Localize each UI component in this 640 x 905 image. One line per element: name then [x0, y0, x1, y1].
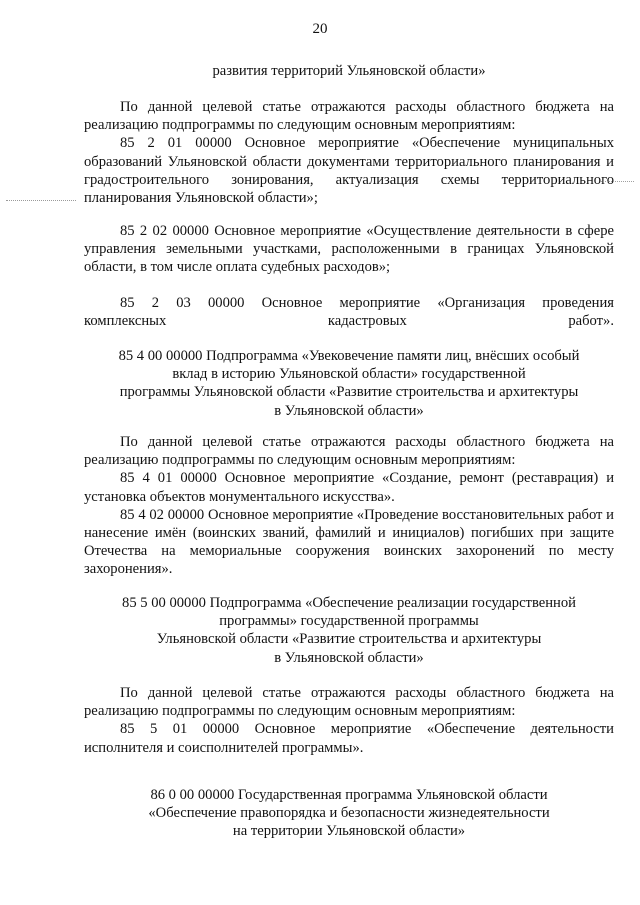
section-85-2-body: [84, 98, 614, 207]
header-tail: [84, 62, 614, 80]
subprogram-85-4-item-1: 85 4 01 00000 Основное мероприятие «Создание, ремонт (реставрация) и установка объектов монументального искусства».: [84, 470, 614, 505]
program-86-heading-line-2: «Обеспечение правопорядка и безопасности жизнедеятельности: [148, 805, 550, 822]
section-85-2-item-1: 85 2 01 00000 Основное мероприятие «Обеспечение муниципальных образований Ульяновской области документами территориального планирования и градостроительного зонирования, актуализация схемы территориального планирования Ульяновской области»;: [84, 135, 614, 207]
subprogram-85-4-heading-line-4: в Ульяновской области»: [274, 402, 424, 419]
subprogram-85-5-heading: [84, 594, 614, 667]
scan-artifact-left: [6, 200, 76, 201]
program-86-heading: [84, 786, 614, 841]
subprogram-85-5-intro: По данной целевой статье отражаются расходы областного бюджета на реализацию подпрограммы по следующим основным мероприятиям:: [84, 685, 614, 720]
section-85-2-item-2-block: [84, 222, 614, 277]
subprogram-85-4-heading-line-3: программы Ульяновской области «Развитие строительства и архитектуры: [119, 384, 579, 401]
program-86-heading-line-1: 86 0 00 00000 Государственная программа Ульяновской области: [150, 787, 548, 803]
subprogram-85-4-intro: По данной целевой статье отражаются расходы областного бюджета на реализацию подпрограммы по следующим основным мероприятиям:: [84, 434, 614, 469]
subprogram-85-5-body: [84, 684, 614, 757]
section-85-2-intro: По данной целевой статье отражаются расходы областного бюджета на реализацию подпрограммы по следующим основным мероприятиям:: [84, 99, 614, 134]
subprogram-85-5-heading-line-3: Ульяновской области «Развитие строительства и архитектуры: [156, 631, 542, 648]
subprogram-85-5-heading-line-4: в Ульяновской области»: [274, 649, 424, 666]
subprogram-85-4-heading-line-1: 85 4 00 00000 Подпрограмма «Увековечение памяти лиц, внёсших особый: [118, 348, 580, 364]
section-85-2-item-3-line-1: 85 2 03 00000 Основное мероприятие «Организация проведения: [120, 295, 614, 311]
scan-artifact-right: [600, 181, 634, 182]
section-85-2-item-3-block: [84, 294, 614, 330]
page-number: 20: [312, 21, 328, 37]
header-tail-text: развития территорий Ульяновской области»: [212, 63, 486, 79]
subprogram-85-4-heading: [84, 347, 614, 420]
subprogram-85-4-body: [84, 433, 614, 579]
subprogram-85-5-heading-line-2: программы» государственной программы: [219, 613, 479, 630]
program-86-heading-line-3: на территории Ульяновской области»: [232, 823, 466, 840]
subprogram-85-5-heading-line-1: 85 5 00 00000 Подпрограмма «Обеспечение реализации государственной: [122, 595, 576, 611]
section-85-2-item-3-line-2: комплексных кадастровых работ».: [84, 313, 614, 330]
subprogram-85-4-heading-line-2: вклад в историю Ульяновской области» государственной: [172, 366, 526, 383]
section-85-2-item-2: 85 2 02 00000 Основное мероприятие «Осуществление деятельности в сфере управления земельными участками, расположенными в границах Ульяновской области, в том числе оплата судебных расходов»;: [84, 223, 614, 276]
subprogram-85-4-item-2: 85 4 02 00000 Основное мероприятие «Проведение восстановительных работ и нанесение имён (воинских званий, фамилий и инициалов) погибших при защите Отечества на мемориальные сооружения воинских захоронений по месту захоронения».: [84, 506, 614, 578]
subprogram-85-5-item-1: 85 5 01 00000 Основное мероприятие «Обеспечение деятельности исполнителя и соисполнителей программы».: [84, 721, 614, 756]
